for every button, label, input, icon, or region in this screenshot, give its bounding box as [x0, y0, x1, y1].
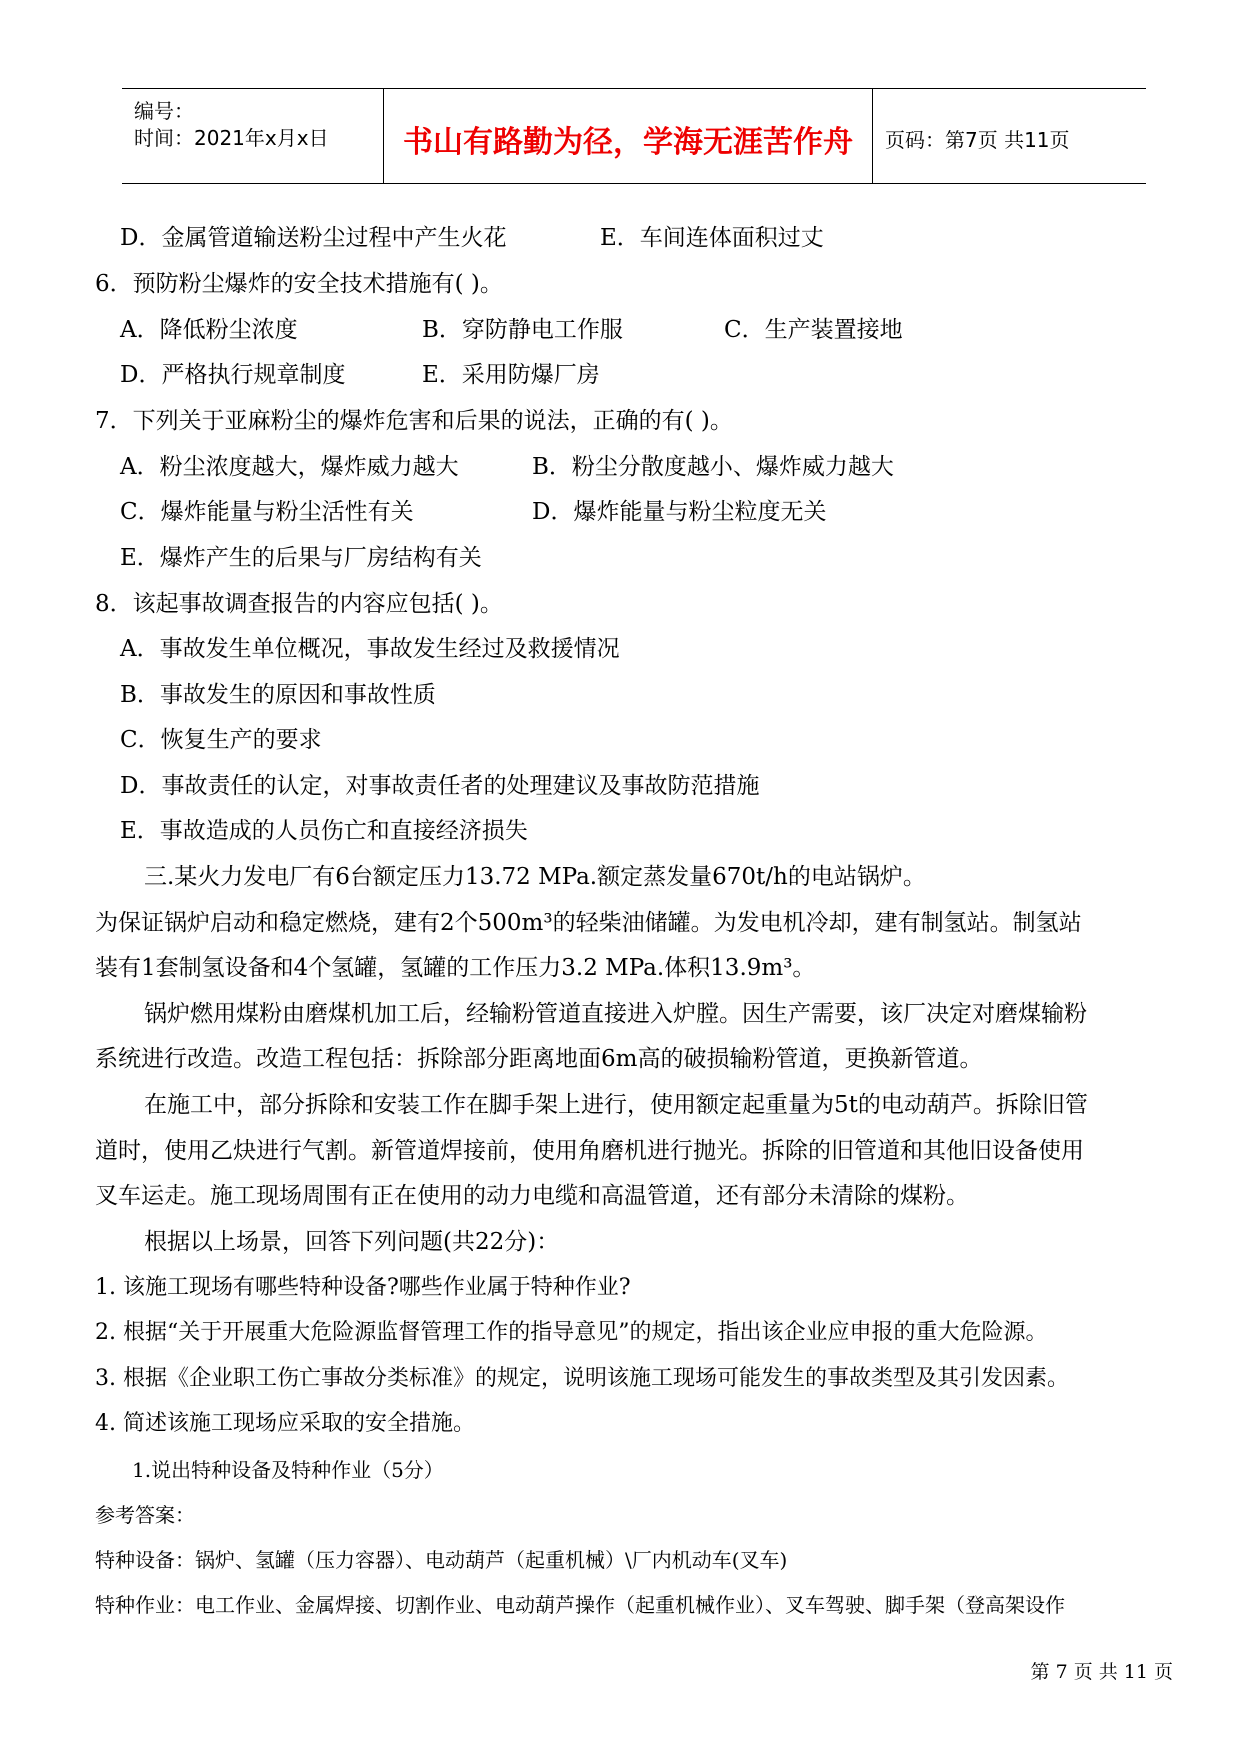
- q7-option-e: E．爆炸产生的后果与厂房结构有关: [120, 545, 482, 571]
- case-paragraph-1-line-2: 为保证锅炉启动和稳定燃烧，建有2个500m³的轻柴油储罐。为发电机冷却，建有制氢站。制氢站: [95, 910, 1082, 936]
- q7-stem: 7．下列关于亚麻粉尘的爆炸危害和后果的说法，正确的有( )。: [95, 408, 733, 434]
- q5-option-e: E．车间连体面积过丈: [600, 225, 824, 251]
- question-4: 4. 简述该施工现场应采取的安全措施。: [95, 1411, 475, 1436]
- answer-equipment: 特种设备：锅炉、氢罐（压力容器）、电动葫芦（起重机械）\厂内机动车(叉车): [95, 1548, 788, 1572]
- answer-label: 参考答案：: [95, 1503, 195, 1527]
- header-right-cell: [873, 89, 1146, 183]
- case-paragraph-3-line-1: 在施工中，部分拆除和安装工作在脚手架上进行，使用额定起重量为5t的电动葫芦。拆除旧管: [144, 1092, 1088, 1118]
- question-3: 3. 根据《企业职工伤亡事故分类标准》的规定，说明该施工现场可能发生的事故类型及其引发因素。: [95, 1366, 1069, 1391]
- q8-stem: 8．该起事故调查报告的内容应包括( )。: [95, 591, 503, 617]
- question-2: 2. 根据“关于开展重大危险源监督管理工作的指导意见”的规定，指出该企业应申报的重大危险源。: [95, 1320, 1048, 1345]
- question-1: 1. 该施工现场有哪些特种设备?哪些作业属于特种作业?: [95, 1275, 631, 1300]
- answer-heading: 1.说出特种设备及特种作业（5分）: [132, 1458, 444, 1482]
- case-paragraph-2-line-1: 锅炉燃用煤粉由磨煤机加工后，经输粉管道直接进入炉膛。因生产需要，该厂决定对磨煤输粉: [144, 1001, 1087, 1027]
- q6-option-a: A．降低粉尘浓度: [120, 317, 298, 343]
- motto-text: 书山有路勤为径，学海无涯苦作舟: [403, 125, 853, 160]
- q8-option-e: E．事故造成的人员伤亡和直接经济损失: [120, 818, 528, 844]
- q6-option-e: E．采用防爆厂房: [422, 362, 600, 388]
- q8-option-c: C．恢复生产的要求: [120, 727, 322, 753]
- case-paragraph-3-line-2: 道时，使用乙炔进行气割。新管道焊接前，使用角磨机进行抛光。拆除的旧管道和其他旧设备使用: [95, 1138, 1084, 1164]
- case-paragraph-1-line-1: 三.某火力发电厂有6台额定压力13.72 MPa.额定蒸发量670t/h的电站锅炉。: [144, 864, 926, 890]
- q7-option-c: C．爆炸能量与粉尘活性有关: [120, 499, 414, 525]
- q7-option-b: B．粉尘分散度越小、爆炸威力越大: [532, 454, 894, 480]
- q5-option-d: D．金属管道输送粉尘过程中产生火花: [120, 225, 507, 251]
- q8-option-a: A．事故发生单位概况，事故发生经过及救援情况: [120, 636, 620, 662]
- case-paragraph-3-line-3: 叉车运走。施工现场周围有正在使用的动力电缆和高温管道，还有部分未清除的煤粉。: [95, 1183, 969, 1209]
- header-motto-cell: [383, 89, 873, 183]
- case-paragraph-1-line-3: 装有1套制氢设备和4个氢罐，氢罐的工作压力3.2 MPa.体积13.9m³。: [95, 955, 816, 981]
- date-label: 时间：2021年x月x日: [134, 126, 329, 150]
- answer-operations: 特种作业：电工作业、金属焊接、切割作业、电动葫芦操作（起重机械作业）、叉车驾驶、脚手架（登高架设作: [95, 1593, 1065, 1617]
- q6-option-b: B．穿防静电工作服: [422, 317, 623, 343]
- q6-option-c: C．生产装置接地: [724, 317, 903, 343]
- page-label: 页码：第7页 共11页: [885, 128, 1070, 152]
- questions-intro: 根据以上场景，回答下列问题(共22分)：: [144, 1229, 560, 1255]
- q6-stem: 6．预防粉尘爆炸的安全技术措施有( )。: [95, 271, 503, 297]
- number-label: 编号：: [134, 99, 194, 123]
- q6-option-d: D．严格执行规章制度: [120, 362, 346, 388]
- footer-page-number: 第 7 页 共 11 页: [1030, 1661, 1173, 1683]
- case-paragraph-2-line-2: 系统进行改造。改造工程包括：拆除部分距离地面6m高的破损输粉管道，更换新管道。: [95, 1046, 983, 1072]
- q7-option-d: D．爆炸能量与粉尘粒度无关: [532, 499, 827, 525]
- q8-option-b: B．事故发生的原因和事故性质: [120, 682, 436, 708]
- header-table: [122, 88, 1146, 184]
- q8-option-d: D．事故责任的认定，对事故责任者的处理建议及事故防范措施: [120, 773, 760, 799]
- q7-option-a: A．粉尘浓度越大，爆炸威力越大: [120, 454, 459, 480]
- header-left-cell: [122, 89, 382, 183]
